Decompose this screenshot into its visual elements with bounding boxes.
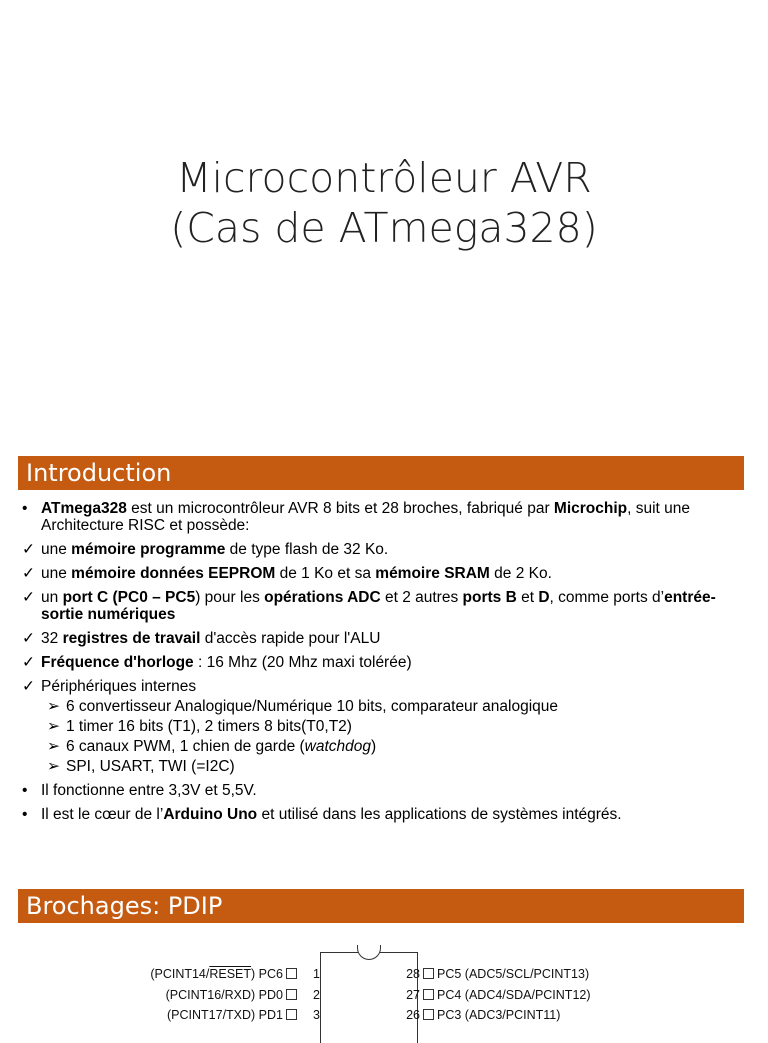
item-strong: mémoire SRAM (375, 565, 490, 582)
check-marker: ✓ (22, 654, 35, 671)
pinout-heading: Brochages: PDIP (18, 889, 744, 923)
pin-label: PC5 (ADC5/SCL/PCINT13) (437, 967, 590, 981)
item-strong: ATmega328 (41, 500, 127, 517)
item-text: de type flash de 32 Ko. (225, 541, 389, 558)
intro-heading: Introduction (18, 456, 744, 490)
sub-list-item (22, 718, 742, 735)
pin-right-28 (400, 965, 589, 983)
slide-title-line2: (Cas de ATmega328) (170, 204, 598, 252)
check-marker: ✓ (22, 565, 35, 582)
pin-label: PC3 (ADC3/PCINT11) (437, 1008, 561, 1022)
item-text: un (41, 589, 63, 606)
item-text: et 2 autres (380, 589, 463, 606)
pin-left-3 (167, 1006, 320, 1024)
item-text: 1 timer 16 bits (T1), 2 timers 8 bits(T0,T2) (66, 718, 352, 735)
item-strong: registres de travail (62, 630, 201, 647)
pin-label: PC4 (ADC4/SDA/PCINT12) (437, 988, 591, 1002)
item-text: de 2 Ko. (489, 565, 552, 582)
pin-number: 28 (406, 967, 420, 981)
item-text: de 1 Ko et sa (275, 565, 376, 582)
pin-number: 27 (406, 988, 420, 1002)
bullet-marker: • (22, 500, 28, 517)
item-text: 6 convertisseur Analogique/Numérique 10 bits, comparateur analogique (66, 698, 558, 715)
list-item (22, 678, 742, 695)
item-strong: Microchip (553, 500, 628, 517)
item-strong: mémoire programme (71, 541, 226, 558)
item-strong: D (538, 589, 550, 606)
item-text: une (41, 565, 72, 582)
list-item (22, 630, 742, 647)
arrow-marker: ➢ (47, 698, 60, 715)
pin-label: (PCINT17/TXD) PD1 (167, 1008, 283, 1022)
list-item (22, 654, 742, 671)
item-text: une (41, 541, 72, 558)
sub-list-item (22, 738, 742, 755)
item-text: et utilisé dans les applications de systèmes intégrés. (257, 806, 622, 823)
item-strong: ports B (462, 589, 517, 606)
list-item (22, 541, 742, 558)
pin-box (286, 989, 297, 1000)
item-text: ) (371, 738, 377, 755)
item-text: ) pour les (195, 589, 265, 606)
pin-right-27 (400, 986, 591, 1004)
pin-number: 2 (313, 988, 320, 1002)
sub-list-item (22, 698, 742, 715)
pin-label: (PCINT16/RXD) PD0 (165, 988, 283, 1002)
item-strong: Fréquence d'horloge (41, 654, 194, 671)
item-text: , suit une Architecture RISC et possède: (41, 500, 691, 534)
item-text: 6 canaux PWM, 1 chien de garde ( (66, 738, 305, 755)
pin-label: ) PC6 (251, 967, 283, 981)
item-strong: Arduino Uno (163, 806, 258, 823)
pin-number: 1 (313, 967, 320, 981)
item-strong: mémoire données EEPROM (71, 565, 276, 582)
item-text: Il fonctionne entre 3,3V et 5,5V. (41, 782, 257, 799)
slide-title-line1: Microcontrôleur AVR (176, 154, 592, 202)
arrow-marker: ➢ (47, 738, 60, 755)
bullet-marker: • (22, 782, 28, 799)
pin-box (423, 989, 434, 1000)
pin-label-overline: RESET (209, 967, 252, 981)
check-marker: ✓ (22, 541, 35, 558)
sub-list-item (22, 758, 742, 775)
item-text: est un microcontrôleur AVR 8 bits et 28 broches, fabriqué par (126, 500, 554, 517)
pin-box (286, 1009, 297, 1020)
list-item (22, 806, 742, 823)
item-text: 32 (41, 630, 63, 647)
pin-label: (PCINT14/ (150, 967, 210, 981)
list-item (22, 500, 742, 534)
arrow-marker: ➢ (47, 718, 60, 735)
pin-box (423, 968, 434, 979)
pin-number: 3 (313, 1008, 320, 1022)
list-item (22, 782, 742, 799)
item-text: : 16 Mhz (20 Mhz maxi tolérée) (193, 654, 412, 671)
item-italic: watchdog (304, 738, 372, 755)
item-text: , comme ports d’ (549, 589, 665, 606)
arrow-marker: ➢ (47, 758, 60, 775)
check-marker: ✓ (22, 678, 35, 695)
pin-number: 26 (406, 1008, 420, 1022)
item-strong: entrée-sortie numériques (41, 589, 716, 623)
bullet-marker: • (22, 806, 28, 823)
intro-content (22, 500, 742, 830)
item-text: et (516, 589, 539, 606)
item-text: d'accès rapide pour l'ALU (200, 630, 381, 647)
check-marker: ✓ (22, 630, 35, 647)
pin-left-1 (150, 965, 320, 983)
pin-left-2 (166, 986, 320, 1004)
item-strong: port C (PC0 – PC5 (62, 589, 196, 606)
pin-box (423, 1009, 434, 1020)
pinout-diagram (0, 940, 768, 1024)
item-text: Périphériques internes (41, 678, 197, 695)
list-item (22, 565, 742, 582)
item-text: SPI, USART, TWI (=I2C) (66, 758, 235, 775)
title-slide (0, 0, 768, 430)
item-text: Il est le cœur de l’ (41, 806, 164, 823)
item-strong: opérations ADC (264, 589, 381, 606)
pin-right-26 (400, 1006, 560, 1024)
pin-box (286, 968, 297, 979)
check-marker: ✓ (22, 589, 35, 606)
list-item (22, 589, 742, 623)
